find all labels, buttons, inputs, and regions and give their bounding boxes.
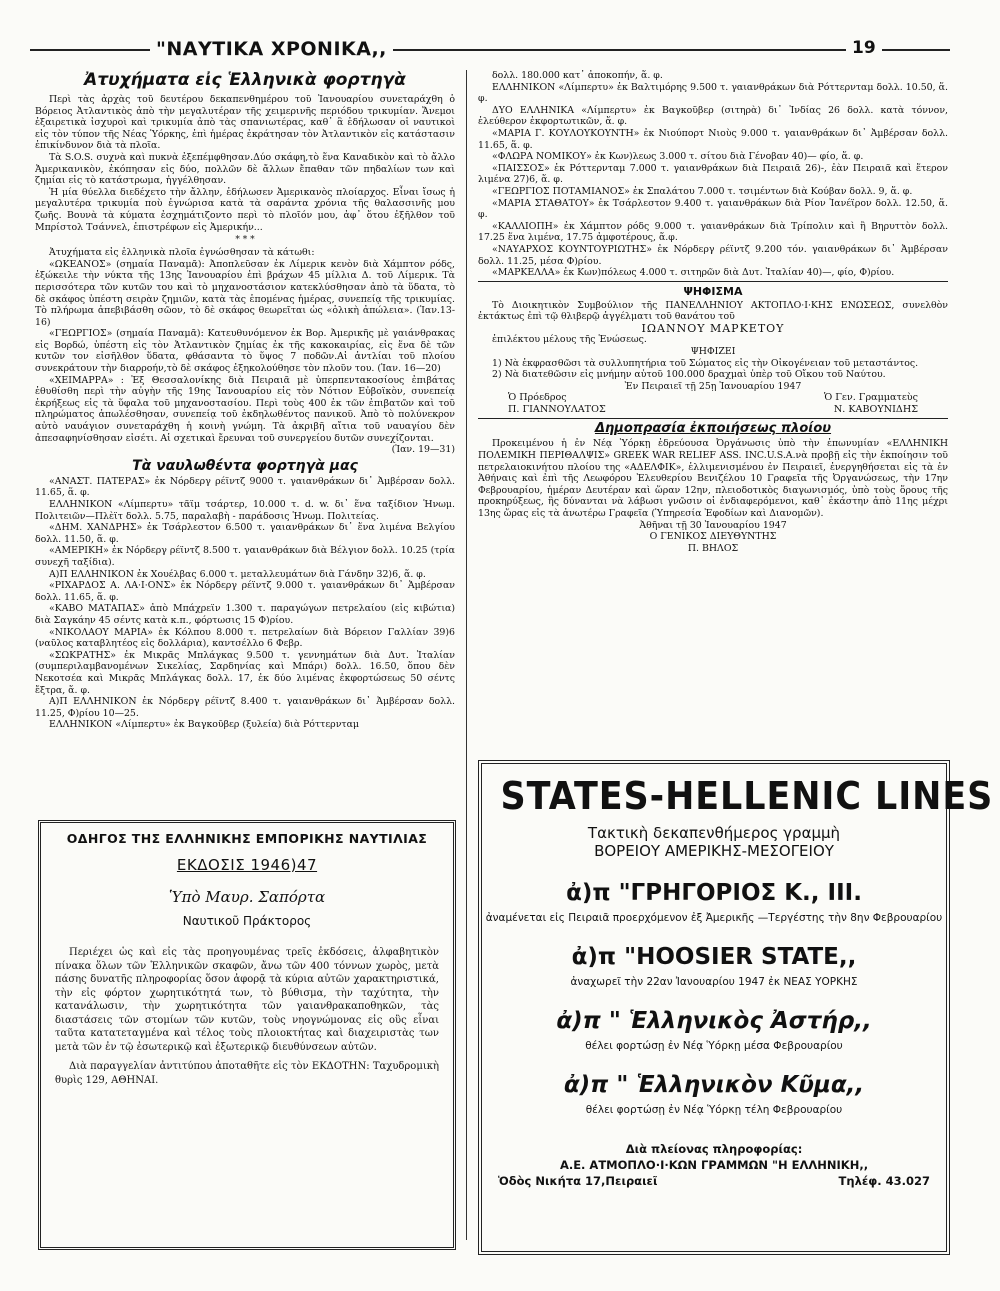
charter-item: «ΣΩΚΡΑΤΗΣ» ἐκ Μικρᾶς Μπλάγκας 9.500 τ. γεννημάτων διὰ Δυτ. Ἰταλίαν (συμπεριλαμβανομένων Σικελίας, Σαρδηνίας καὶ Μπάρι) δολλ. 16.50, ὅπου δὲν Νεκοτσέα καὶ Μικρᾶς Μπλάγκας δολλ. 17, ἐκ δύο λιμένας ἐκφορτώσεως 50 σέντς ἔξτρα, ἅ. φ. [35, 649, 455, 696]
company-phone: Τηλέφ. 43.027 [838, 1174, 930, 1188]
section-separator: * * * [235, 235, 255, 246]
charter-item: «ΡΙΧΑΡΔΟΣ Α. ΛΑ·Ι·ΟΝΣ» ἐκ Νόρδεργ ρέϊντζ 9.000 τ. γαιανθράκων δι᾽ Ἀμβέρσαν δολλ. 11.65, ἅ. φ. [35, 580, 455, 603]
left-column [35, 70, 455, 815]
ship-note: θέλει φορτώσῃ ἐν Νέᾳ Ὑόρκῃ τέλη Φεβρουαρίου [585, 1104, 843, 1116]
ship-name: ἀ)π "ΓΡΗΓΟΡΙΟΣ Κ., ΙΙΙ. [566, 880, 862, 906]
section-rule [478, 418, 948, 419]
resolution-member: ἐπιλέκτου μέλους τῆς Ἑνώσεως. [492, 334, 647, 346]
charter-item: «ΦΛΩΡΑ ΝΟΜΙΚΟΥ» ἐκ Κων)λεως 3.000 τ. σίτου διὰ Γένοβαν 40)— φίο, ἅ. φ. [492, 151, 864, 163]
section-rule [478, 281, 948, 282]
charter-item: Α)Π ΕΛΛΗΝΙΚΟΝ ἐκ Χουέλβας 6.000 τ. μεταλλευμάτων διὰ Γάνδην 32)6, ἅ. φ. [49, 568, 426, 580]
guide-title: ΟΔΗΓΟΣ ΤΗΣ ΕΛΛΗΝΙΚΗΣ ΕΜΠΟΡΙΚΗΣ ΝΑΥΤΙΛΙΑΣ [66, 831, 428, 846]
resolution-deceased-name: ΙΩΑΝΝΟΥ ΜΑΡΚΕΤΟΥ [641, 321, 785, 335]
auction-signer-name: Π. ΒΗΛΟΣ [687, 542, 739, 554]
guide-author-role: Ναυτικοῦ Πράκτορος [182, 914, 312, 928]
signature-roles [478, 392, 948, 404]
article-title-charters: Τὰ ναυλωθέντα φορτηγὰ μας [132, 457, 358, 474]
auction-text: Προκειμένου ἡ ἐν Νέᾳ Ὑόρκῃ ἑδρεύουσα Ὀργάνωσις ὑπὸ τὴν ἐπωνυμίαν «ΕΛΛΗΝΙΚΗ ΠΟΛΕΜΙΚΗ ΠΕΡΙΘΑΛΨΙΣ» GREEK WAR RELIEF ASS. INC.U.S.A.νὰ προβῇ εἰς τὴν ἐκποίησιν τοῦ πετρελαιοκινήτου πλοίου της «ΑΔΕΛΦΙΚ», ἑλλιμενισμένου ἐν Πειραιεῖ, ἐνεργηθήσεται εἰς τὰ ἐν Ἀθήναις καὶ ἐπὶ τῆς Λεωφόρου Ἐλευθερίου Βενιζέλου 10 Γραφεῖα τῆς Ὀργανώσεως, τὴν 17ην Φεβρουαρίου, ἡμέραν Δευτέραν καὶ ὥραν 12ην, πλειοδοτικὸς διαγωνισμός, ὑπὸ τοὺς ὅρους τῆς προκηρύξεως, ἣς δύνανται νὰ λάβωσι γνῶσιν οἱ ἐνδιαφερόμενοι, καθ᾽ ἑκάστην ἀπὸ 11ης μέχρι 13ης ὥρας εἰς τὰ ἀνωτέρω Γραφεῖα (Ὑπηρεσία Ἐφοδίων καὶ Διανομῶν). [478, 438, 948, 519]
guide-description: Περιέχει ὡς καὶ εἰς τὰς προηγουμένας τρεῖς ἐκδόσεις, ἀλφαβητικὸν πίνακα ὅλων τῶν Ἑλληνικῶν σκαφῶν, ἄνω τῶν 400 τόννων χωρὸς, μετὰ πάσης δυνατῆς πληροφορίας ὅσον ἀφορᾷ τὰ κύρια αὐτῶν χαρακτηριστικά, τὴν εἰς φόρτον χωρητικότητά των, τὸ βύθισμα, τὴν ταχύτητα, τὴν κατανάλωσιν, τὴν χωρητικότητα τῶν γαιανθρακαποθηκῶν, τὰς διαστάσεις τῶν στομίων τῶν κυτῶν, τοὺς νηογνώμονας εἰς οὓς εἶναι ταῦτα κατατεταγμένα καὶ τέλος τοὺς πλοιοκτήτας καὶ διαχειριστὰς των μετὰ τῶν ἐν τῷ ἐσωτερικῷ καὶ ἐξωτερικῷ διευθύνσεων αὐτῶν. [55, 947, 439, 1053]
guide-author: Ὑπὸ Μαυρ. Σαπόρτα [168, 888, 326, 906]
publication-title: "ΝΑΥΤΙΚΑ ΧΡΟΝΙΚΑ,, [150, 38, 393, 60]
company-brand: STATES-HELLENIC LINES [500, 774, 994, 818]
company-name: Α.Ε. ΑΤΜΟΠΛΟ·Ι·ΚΩΝ ΓΡΑΜΜΩΝ "Η ΕΛΛΗΝΙΚΗ,, [559, 1158, 869, 1172]
charter-item: «ΓΕΩΡΓΙΟΣ ΠΟΤΑΜΙΑΝΟΣ» ἐκ Σπαλάτου 7.000 τ. τσιμέντων διὰ Κούβαν δολλ. 9, ἅ. φ. [492, 185, 913, 197]
ship-note: θέλει φορτώσῃ ἐν Νέᾳ Ὑόρκῃ μέσα Φεβρουαρίου [585, 1040, 843, 1052]
charter-item: «ΔΗΜ. ΧΑΝΔΡΗΣ» ἐκ Τσάρλεστον 6.500 τ. γαιανθράκων δι᾽ ἕνα λιμένα Βελγίου δολλ. 11.50, ἅ. φ. [35, 522, 455, 545]
accident-paragraph: «ΩΚΕΑΝΟΣ» (σημαία Παναμᾶ): Ἀποπλεῦσαν ἐκ Λίμερικ κενὸν διὰ Χάμπτον ρόδς, ἐξώκειλε τὴν νύκτα τῆς 13ης Ἰανουαρίου ἐπὶ βράχων 45 μίλλια Δ. τοῦ Λίμερικ. Τὰ περισσότερα τῶν κυτῶν του καὶ τὸ μηχανοστάσιον κατεκλύσθησαν ἀπὸ τὰ ὕδατα, τὸ δὲ σκάφος ὑπέστη σειρὰν ζημιῶν, κατὰ τὰς ἑπομένας ἡμέρας, συνεπείᾳ τῆς τρικυμίας. Τὸ πλήρωμα ἀπεβιβάσθη σῶον, τὸ δὲ σκάφος θεωρεῖται ὡς «ὁλικὴ ἀπώλεια». (Ἰαν.13-16) [35, 258, 455, 328]
charter-item: «ΜΑΡΙΑ ΣΤΑΘΑΤΟΥ» ἐκ Τσάρλεστον 9.400 τ. γαιανθράκων διὰ Ρίον Ἰανέϊρον δολλ. 12.50, ἅ. φ. [478, 197, 948, 221]
ship-note: ἀναχωρεῖ τὴν 22αν Ἰανουαρίου 1947 ἐκ ΝΕΑΣ ΥΟΡΚΗΣ [570, 976, 858, 988]
charter-item: «ΜΑΡΚΕΛΛΑ» ἐκ Κων)πόλεως 4.000 τ. σιτηρῶν διὰ Δυτ. Ἰταλίαν 40)—, φίο, Φ)ρίου. [492, 267, 895, 279]
intro-paragraph: Περὶ τὰς ἀρχὰς τοῦ δευτέρου δεκαπενθημέρου τοῦ Ἰανουαρίου συνεταράχθη ὁ Βόρειος Ἀτλαντικὸς ἀπὸ τὴν μεγαλυτέραν τῆς χειμερινῆς περιόδου τρικυμίαν. Ἄνεμοι ἐξαιρετικὰ ἰσχυροὶ καὶ τρικυμία ἀπὸ τὰς σπανιωτέρας, καθ᾽ ἃ ἐδήλωσαν οἱ ναυτικοὶ εἰς τὸν τύπον τῆς Νέας Ὑόρκης, ἐπὶ ἡμέρας ἐκράτησαν τὸν Ἀτλαντικὸν εἰς κατάστασιν ἐπικίνδυνον διὰ τὰ πλοῖα. [35, 94, 455, 152]
charter-item: ΕΛΛΗΝΙΚΟΝ «Λίμπερτυ» ἐκ Βαγκοῦβερ (ξυλεία) διὰ Ρόττερνταμ [49, 719, 360, 731]
accident-paragraph: «ΧΕΙΜΑΡΡΑ» : Ἐξ Θεσσαλονίκης διὰ Πειραιᾶ μὲ ὑπερπεντακοσίους ἐπιβάτας ἐθυθίσθη περὶ τὴν αὐγὴν τῆς 19ης Ἰανουαρίου εἰς τὸν Νότιον Εὐβοϊκὸν, συνεπείᾳ ἐκρήξεως εἰς τὰ ὕφαλα τοῦ μηχανοστασίου. Περὶ τοὺς 400 ἐκ τῶν ἐπιβατῶν καὶ τοῦ πληρώματος ἀπωλέσθησαν, συνεπείᾳ τοῦ ἐκδηλωθέντος πανικοῦ. Ἀπὸ τὸ πολύνεκρον αὐτὸ ναυάγιον συνεταράχθη ἡ κοινὴ γνώμη. Τὰ ἀκριβῆ αἴτια τοῦ ναυαγίου δὲν ἀπεσαφηνίσθησαν εἰσέτι. Αἱ σχετικαὶ ἔρευναι τοῦ συνεργείου δυτῶν συνεχίζονται. [35, 374, 455, 444]
charter-item: Α)Π ΕΛΛΗΝΙΚΟΝ ἐκ Νόρδεργ ρέϊντζ 8.400 τ. γαιανθράκων δι᾽ Ἀμβέρσαν δολλ. 11.25, Φ)ρίου 10—25. [35, 696, 455, 719]
guide-advertisement [38, 820, 456, 1250]
auction-signer-role: Ο ΓΕΝΙΚΟΣ ΔΙΕΥΘΥΝΤΗΣ [649, 531, 777, 543]
charter-item: «ΜΑΡΙΑ Γ. ΚΟΥΛΟΥΚΟΥΝΤΗ» ἐκ Νιούπορτ Νιοὺς 9.000 τ. γαιανθράκων δι᾽ Ἀμβέρσαν δολλ. 11.65, ἅ. φ. [478, 127, 948, 151]
charter-item: «ΚΑΛΛΙΟΠΗ» ἐκ Χάμπτον ρόδς 9.000 τ. γαιανθράκων διὰ Τρίπολιν καὶ ἢ Βηρυττὸν δολλ. 17.25 ἕνα λιμένα, 17.75 ἀμφοτέρους, ἅ.φ. [478, 220, 948, 244]
secretary-name: Ν. ΚΑΒΟΥΝΙΔΗΣ [833, 404, 918, 416]
president-role: Ὁ Πρόεδρος [508, 392, 567, 404]
auction-title: Δημοπρασία ἐκποιήσεως πλοίου [594, 421, 832, 437]
shipping-lines-advertisement [478, 760, 994, 1255]
charter-item: «ΑΝΑΣΤ. ΠΑΤΕΡΑΣ» ἐκ Νόρδεργ ρέϊντζ 9000 τ. γαιανθράκων δι᾽ Ἀμβέρσαν δολλ. 11.65, ἅ. φ. [35, 475, 455, 499]
service-line-1: Τακτικὴ δεκαπενθήμερος γραμμὴ [587, 824, 841, 842]
more-info-label: Διὰ πλείονας πληροφορίας: [625, 1142, 803, 1156]
ship-name: ἀ)π " Ἑλληνικὸς Ἀστήρ,, [556, 1008, 872, 1034]
auction-date: Ἀθῆναι τῇ 30 Ἰανουαρίου 1947 [639, 519, 787, 531]
resolution-title: ΨΗΦΙΣΜΑ [683, 284, 743, 298]
intro-paragraph: Ἡ μία θύελλα διεδέχετο τὴν ἄλλην, ἐδήλωσεν Ἀμερικανὸς πλοίαρχος. Εἶναι ἴσως ἡ μεγαλυτέρα τρικυμία ποὺ ἐγνώρισα κατὰ τὰ σαράντα χρόνια τῆς θαλασσινῆς μου ζωῆς. Βουνὰ τὰ κύματα ἐσχημάτιζοντο περὶ τὸ πλοῖόν μου, ἀφ᾽ ὅτου ἐξῆλθον τοῦ Μπρίστολ Τσάννελ, ἐπιστρέφων εἰς Ἀμερικήν... [35, 186, 455, 233]
resolution-intro: Τὸ Διοικητικὸν Συμβούλιον τῆς ΠΑΝΕΛΛΗΝΙΟΥ ΑΚΤΟΠΛΟ·Ι·ΚΗΣ ΕΝΩΣΕΩΣ, συνελθὸν ἐκτάκτως ἐπὶ τῷ θλιβερῷ ἀγγέλματι τοῦ θανάτου τοῦ [478, 299, 948, 323]
ship-note: ἀναμένεται εἰς Πειραιᾶ προερχόμενον ἐξ Ἀμερικῆς —Τεργέστης τὴν 8ην Φεβρουαρίου [485, 912, 943, 924]
charter-item: «ΠΑΙΣΣΟΣ» ἐκ Ρόττερνταμ 7.000 τ. γαιανθράκων διὰ Πειραιᾶ 26)-, ἐὰν Πειραιᾶ καὶ ἕτερον λιμένα 27)6, ἅ. φ. [478, 162, 948, 186]
charter-item: «ΑΜΕΡΙΚΗ» ἐκ Νόρδεργ ρέϊντζ 8.500 τ. γαιανθράκων διὰ Βέλγιον δολλ. 10.25 (τρία συνεχῆ ταξίδια). [35, 545, 455, 568]
charter-item: ΕΛΛΗΝΙΚΟΝ «Λίμπερτυ» ἐκ Βαλτιμόρης 9.500 τ. γαιανθράκων διὰ Ρόττερνταμ δολλ. 10.50, ἅ. φ. [478, 81, 948, 105]
charter-item: «ΚΑΒΟ ΜΑΤΑΠΑΣ» ἀπὸ Μπάχρεϊν 1.300 τ. παραγώγων πετρελαίου (εἰς κιβώτια) διὰ Σαγκάην 45 σέντς κατὰ κ.π., φόρτωσις 15 Φ)ρίου. [35, 603, 455, 626]
accident-date: (Ἰαν. 19—31) [391, 444, 455, 456]
ship-name: ἀ)π "HOOSIER STATE,, [571, 944, 857, 970]
resolution-point: 2) Νὰ διατεθῶσιν εἰς μνήμην αὐτοῦ 100.000 δραχμαὶ ὑπὲρ τοῦ Οἴκου τοῦ Ναύτου. [492, 369, 886, 381]
secretary-role: Ὁ Γεν. Γραμματεὺς [823, 392, 918, 404]
resolution-point: 1) Νὰ ἐκφρασθῶσι τὰ συλλυπητήρια τοῦ Σώματος εἰς τὴν Οἰκογένειαν τοῦ μεταστάντος. [492, 357, 919, 369]
column-divider [466, 70, 467, 1240]
accident-paragraph: Ἀτυχήματα εἰς ἑλληνικὰ πλοῖα ἐγνώσθησαν τὰ κάτωθι: [49, 247, 315, 259]
service-line-2: ΒΟΡΕΙΟΥ ΑΜΕΡΙΚΗΣ-ΜΕΣΟΓΕΙΟΥ [594, 842, 834, 860]
signature-names [478, 404, 948, 416]
article-title-accidents: Ἀτυχήματα εἰς Ἑλληνικὰ φορτηγὰ [84, 70, 406, 90]
page-header [30, 38, 965, 62]
ship-name: ἀ)π " Ἑλληνικὸν Κῦμα,, [563, 1072, 865, 1098]
charter-item: ΕΛΛΗΝΙΚΟΝ «Λίμπερτυ» τᾶϊμ τσάρτερ, 10.000 τ. d. w. δι᾽ ἕνα ταξίδιον Ἡνωμ. Πολιτειῶν—Πλὲϊτ δολλ. 5.75, παραλαβὴ - παράδοσις Ἡνωμ. Πολιτείας. [35, 499, 455, 522]
charter-item: «ΝΙΚΟΛΑΟΥ ΜΑΡΙΑ» ἐκ Κόλπου 8.000 τ. πετρελαίων διὰ Βόρειον Γαλλίαν 39)6 (ναῦλος καταβλητέος εἰς δολλάρια), καντσέλλο 6 Φεβρ. [35, 626, 455, 650]
page-number: 19 [846, 38, 882, 58]
company-address: Ὁδὸς Νικήτα 17,Πειραιεῖ [498, 1174, 658, 1188]
charter-item: «ΝΑΥΑΡΧΟΣ ΚΟΥΝΤΟΥΡΙΩΤΗΣ» ἐκ Νόρδεργ ρέϊντζ 9.200 τόν. γαιανθράκων δι᾽ Ἀμβέρσαν δολλ. 11.25, μέσα Φ)ρίου. [478, 243, 948, 267]
president-name: Π. ΓΙΑΝΝΟΥΛΑΤΟΣ [508, 404, 606, 416]
charter-item: ΔΥΟ ΕΛΛΗΝΙΚΑ «Λίμπερτυ» ἐκ Βαγκοῦβερ (σιτηρὰ) δι᾽ Ἰνδίας 26 δολλ. κατὰ τόννον, ἐλεύθερον ἐκφορτωτικῶν, ἅ. φ. [478, 104, 948, 128]
company-contact [482, 1174, 946, 1188]
accident-paragraph: «ΓΕΩΡΓΙΟΣ» (σημαία Παναμᾶ): Κατευθυνόμενον ἐκ Βορ. Ἀμερικῆς μὲ γαιάνθρακας εἰς Βορδώ, ὑπέστη εἰς τὸν Ἀτλαντικὸν ζημίας ἐκ τῆς κακοκαιρίας, εἰς ἕνα δὲ τῶν κυτῶν τον εἰσῆλθον ὕδατα, φθάσαντα τὸ ὕψος 7 ποδῶν.Αἱ ἀντλίαι τοῦ πλοίου συνεκράτουν τὴν διαρροήν,τὸ δὲ σκάφος ἐξηκολούθησε τὸν πλοῦν του. (Ἰαν. 16—20) [35, 328, 455, 375]
guide-edition: ΕΚΔΟΣΙΣ 1946)47 [176, 856, 318, 874]
resolution-decides: ΨΗΦΙΖΕΙ [690, 346, 736, 358]
charter-item: δολλ. 180.000 κατ᾽ ἀποκοπήν, ἅ. φ. [492, 70, 663, 81]
guide-order-info: Διὰ παραγγελίαν ἀντιτύπου ἀποταθῆτε εἰς τὸν ΕΚΔΟΤΗΝ: Ταχυδρομικὴ θυρὶς 129, ΑΘΗΝΑΙ. [55, 1061, 439, 1086]
resolution-date: Ἐν Πειραιεῖ τῇ 25ῃ Ἰανουαρίου 1947 [624, 380, 802, 392]
right-column [478, 70, 948, 770]
intro-paragraph: Τὰ S.O.S. συχνὰ καὶ πυκνὰ ἐξεπέμφθησαν.Δύο σκάφη,τὸ ἕνα Καναδικὸν καὶ τὸ ἄλλο Ἀμερικανικὸν, ἐκόπησαν εἰς δύο, πολλῶν δὲ ἄλλων ἔπαθαν τῶν πηδαλίων των καὶ ζημίαι εἰς τὸ κατάστρωμα, ἠγγέλθησαν. [35, 151, 455, 187]
